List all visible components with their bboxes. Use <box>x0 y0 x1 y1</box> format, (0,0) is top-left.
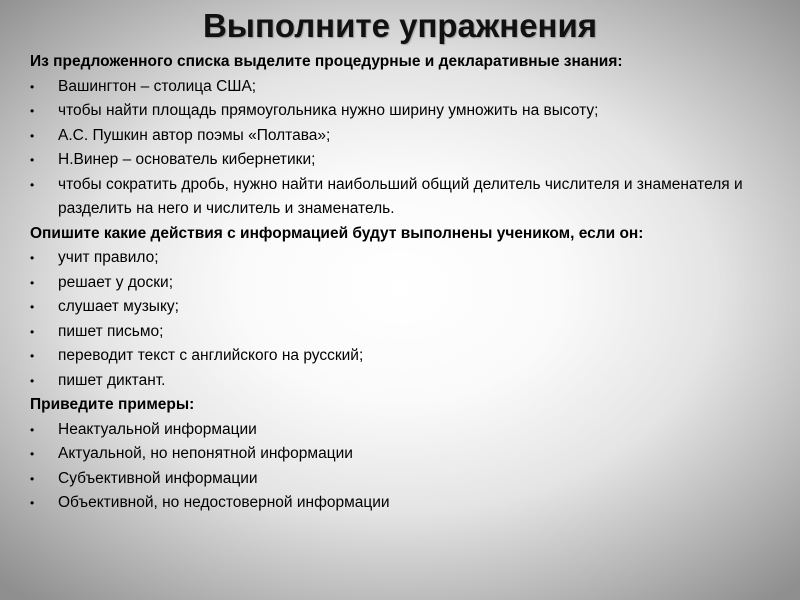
list-item-text: переводит текст с английского на русский; <box>58 347 364 364</box>
list-item <box>30 467 760 492</box>
list-item-text: пишет письмо; <box>58 322 164 340</box>
list-item-text: чтобы найти площадь прямоугольника нужно ширину умножить на высоту; <box>58 102 599 119</box>
list-item-text: решает у доски; <box>58 273 174 291</box>
bullet-icon: • <box>30 496 35 510</box>
list-item <box>30 442 760 467</box>
bullet-icon: • <box>30 349 35 363</box>
list-item-text: А.С. Пушкин автор поэмы «Полтава»; <box>58 126 331 144</box>
list-item <box>30 99 760 124</box>
list-item <box>30 148 760 173</box>
bullet-icon: • <box>30 251 35 265</box>
list-item-text: слушает музыку; <box>58 298 179 315</box>
slide-title: Выполните упражнения <box>202 7 598 44</box>
list-item <box>30 295 760 320</box>
section-heading: Из предложенного списка выделите процедурные и декларативные знания: <box>30 53 623 70</box>
bullet-icon: • <box>30 471 35 486</box>
bullet-list <box>30 75 760 222</box>
list-item <box>30 369 760 394</box>
bullet-icon: • <box>30 324 35 339</box>
list-item-text: Актуальной, но непонятной информации <box>58 445 353 462</box>
list-item <box>30 173 760 222</box>
bullet-icon: • <box>30 153 35 167</box>
bullet-list <box>30 246 760 393</box>
list-item <box>30 491 760 516</box>
bullet-icon: • <box>30 373 35 388</box>
section-examples <box>30 393 760 516</box>
list-item <box>30 320 760 345</box>
list-item-text: чтобы сократить дробь, нужно найти наибольший общий делитель числителя и знаменателя и разделить на него и числитель и знаменатель. <box>58 175 743 217</box>
bullet-icon: • <box>30 422 35 437</box>
bullet-icon: • <box>30 104 35 118</box>
bullet-icon: • <box>30 447 35 461</box>
section-heading: Приведите примеры: <box>30 396 195 413</box>
list-item-text: Объективной, но недостоверной информации <box>58 494 390 511</box>
list-item-text: учит правило; <box>58 249 159 266</box>
list-item-text: Вашингтон – столица США; <box>58 77 257 95</box>
bullet-icon: • <box>30 128 35 143</box>
section-knowledge-types <box>30 50 760 222</box>
list-item-text: Н.Винер – основатель кибернетики; <box>58 151 316 168</box>
slide-content <box>30 50 760 516</box>
list-item-text: пишет диктант. <box>58 371 166 389</box>
list-item-text: Неактуальной информации <box>58 420 257 438</box>
bullet-list <box>30 418 760 516</box>
list-item <box>30 271 760 296</box>
list-item <box>30 418 760 443</box>
list-item <box>30 246 760 271</box>
list-item <box>30 344 760 369</box>
list-item <box>30 75 760 100</box>
section-heading: Опишите какие действия с информацией будут выполнены учеником, если он: <box>30 224 644 242</box>
section-student-actions <box>30 222 760 394</box>
bullet-icon: • <box>30 177 35 192</box>
bullet-icon: • <box>30 300 35 314</box>
bullet-icon: • <box>30 79 35 94</box>
list-item <box>30 124 760 149</box>
list-item-text: Субъективной информации <box>58 469 258 487</box>
bullet-icon: • <box>30 275 35 290</box>
